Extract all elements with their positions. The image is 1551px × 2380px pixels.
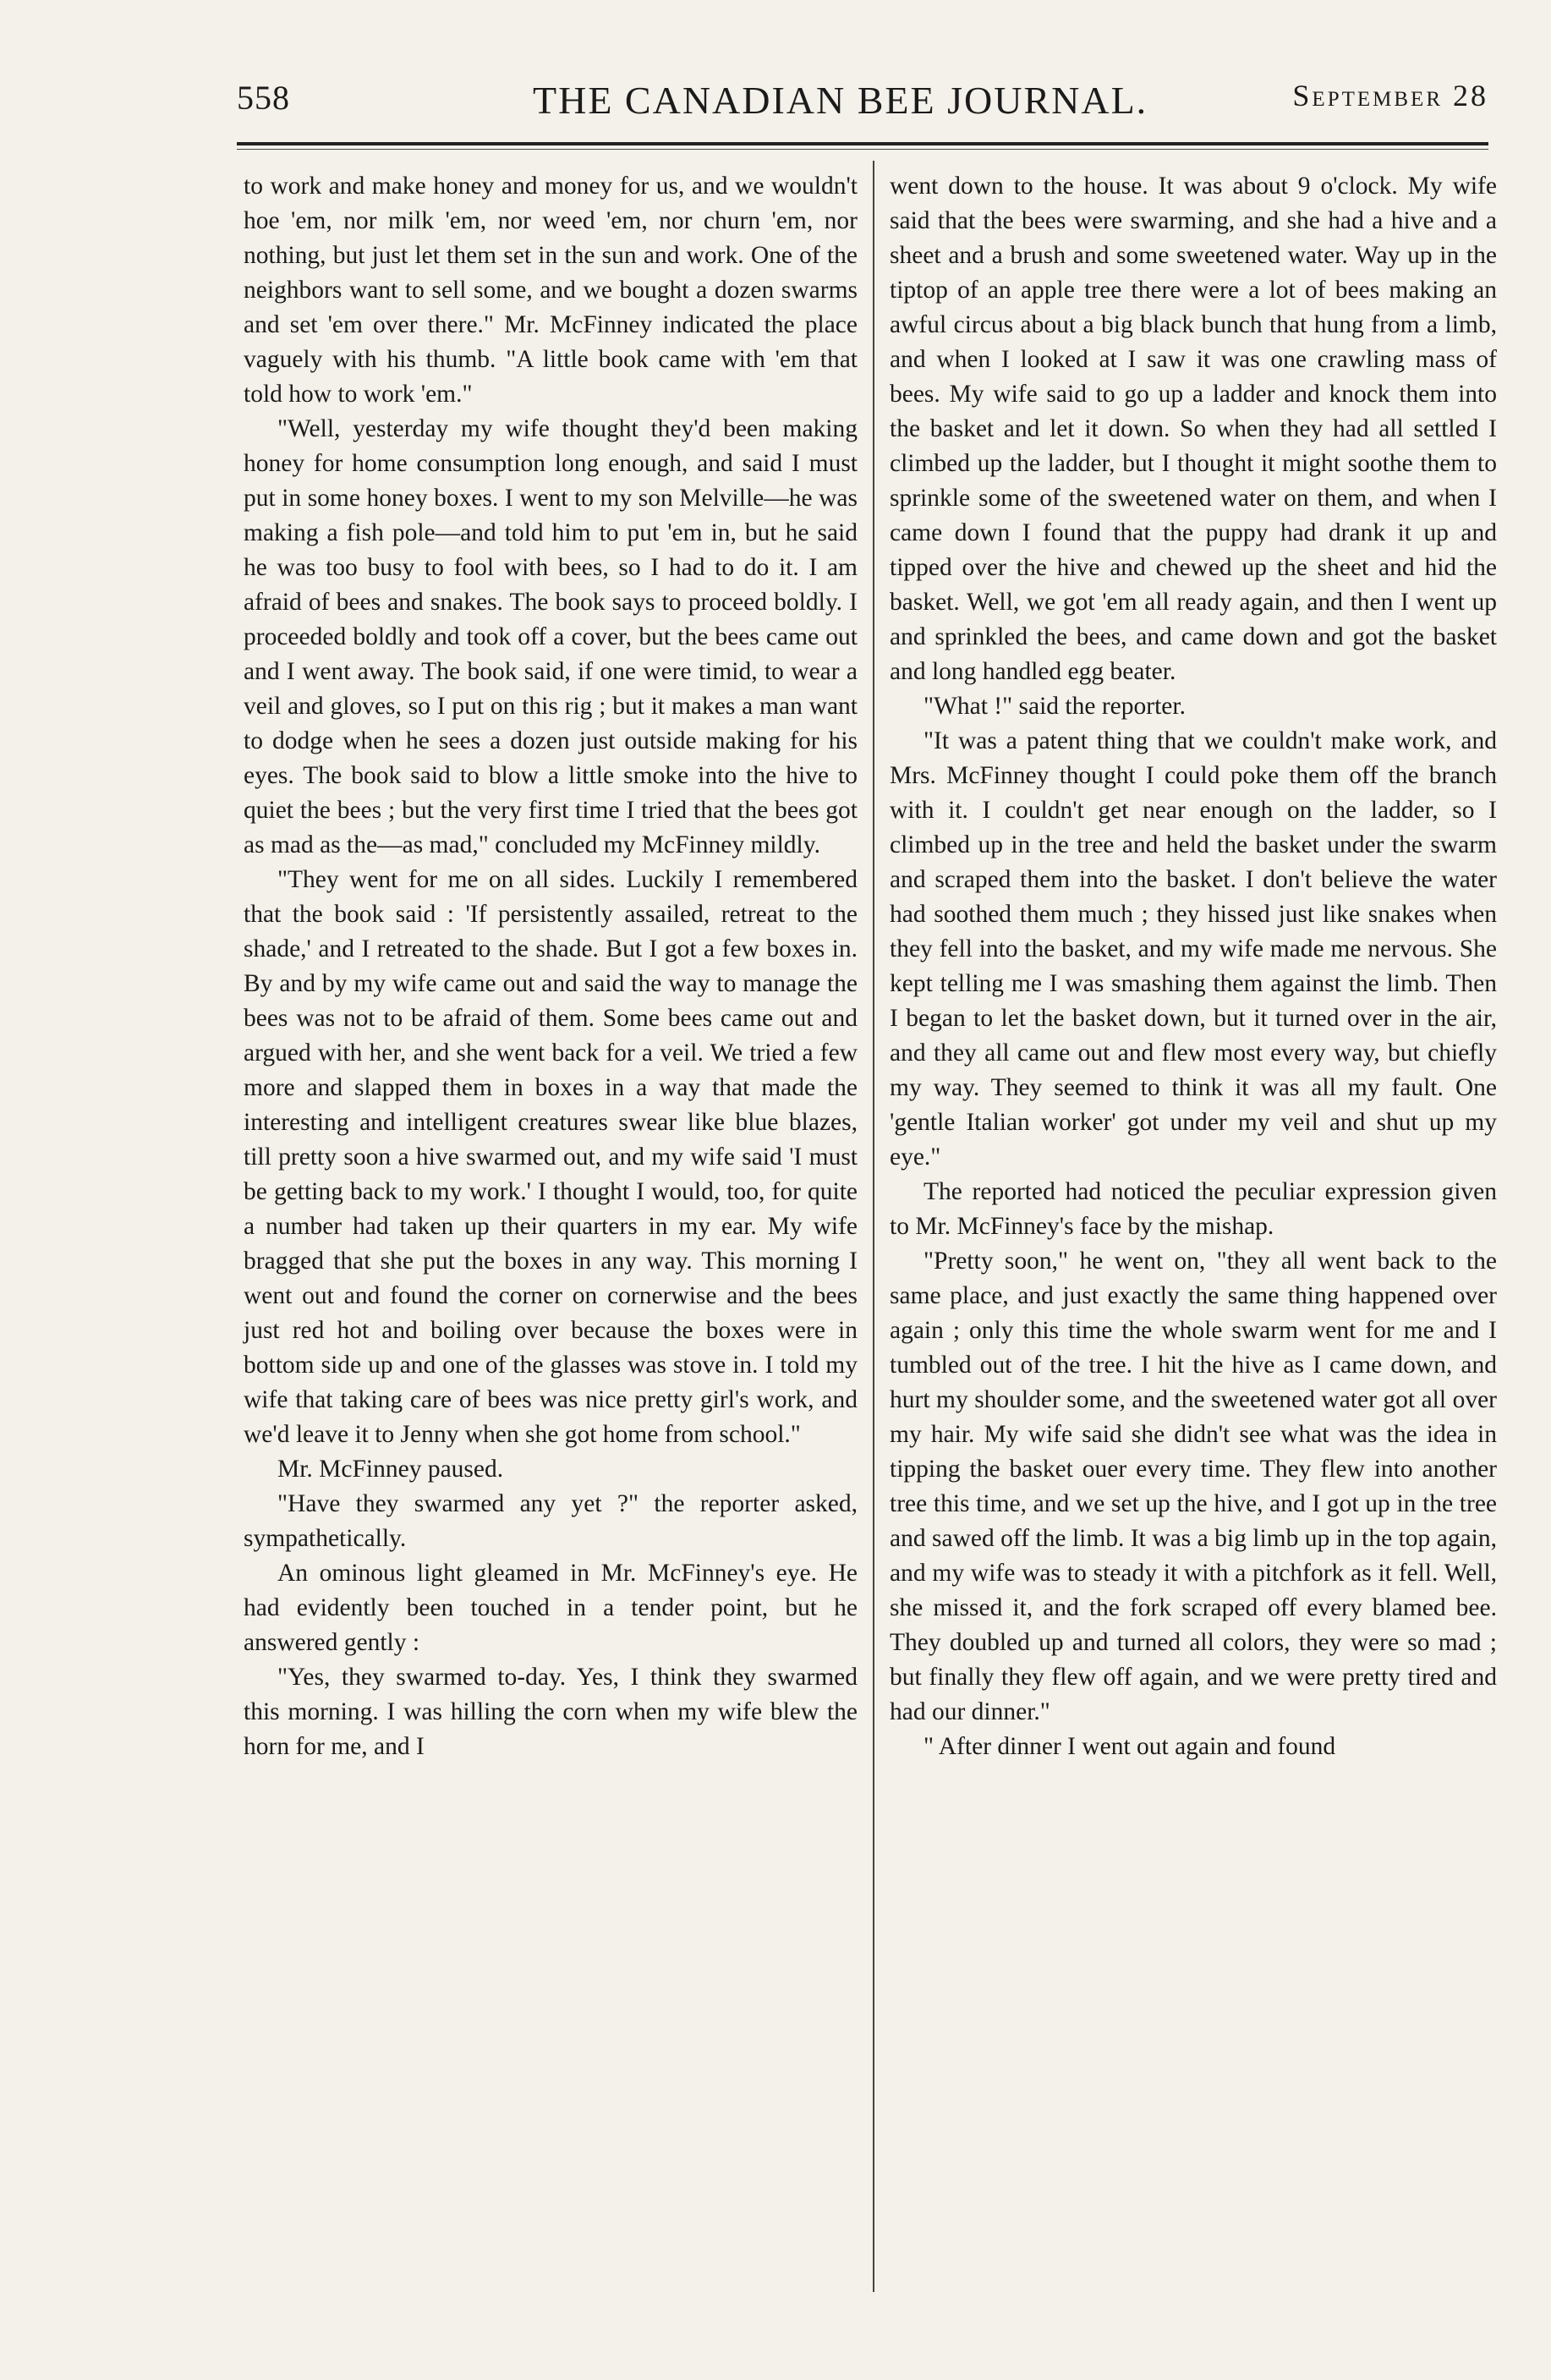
paragraph: "What !" said the reporter. (923, 693, 1186, 720)
paragraph: "They went for me on all sides. Luckily I remembered that the book said : 'If persistently assailed, retreat to the shade,' and I retreated to the shade. But I got a few boxes in. By and by my wife came out and said the way to manage the bees was not to be afraid of them. Some bees came out and argued with her, and she went back for a veil. We tried a few more and slapped them in boxes in a way that made the interesting and intelligent creatures swear like blue blazes, till pretty soon a hive swarmed out, and my wife said 'I must be getting back to my work.' I thought I would, too, for quite a number had taken up their quarters in my ear. My wife bragged that she put the boxes in any way. This morning I went out and found the corner on cornerwise and the bees just red hot and boiling over because the boxes were in bottom side up and one of the glasses was stove in. I told my wife that taking care of bees was nice pretty girl's work, and we'd leave it to Jenny when she got home from school." (244, 866, 858, 1448)
paragraph: The reported had noticed the peculiar expression given to Mr. McFinney's face by the mishap. (890, 1178, 1497, 1240)
running-header (237, 78, 1488, 139)
paragraph: "Have they swarmed any yet ?" the reporter asked, sympathetically. (244, 1490, 858, 1552)
paragraph: "Yes, they swarmed to-day. Yes, I think they swarmed this morning. I was hilling the corn when my wife blew the horn for me, and I (244, 1664, 858, 1760)
journal-title: THE CANADIAN BEE JOURNAL. (533, 79, 1148, 122)
right-column (890, 169, 1497, 1764)
issue-date: September 28 (1292, 79, 1488, 112)
column-divider (873, 161, 874, 2292)
header-rule-thin (237, 149, 1488, 150)
paragraph: " After dinner I went out again and found (923, 1733, 1336, 1760)
paragraph: "It was a patent thing that we couldn't make work, and Mrs. McFinney thought I could poke them off the branch with it. I couldn't get near enough on the ladder, so I climbed up in the tree and held the basket under the swarm and scraped them into the basket. I don't believe the water had soothed them much ; they hissed just like snakes when they fell into the basket, and my wife made me nervous. She kept telling me I was smashing them against the limb. Then I began to let the basket down, but it turned over in the air, and they all came out and flew most every way, but chiefly my way. They seemed to think it was all my fault. One 'gentle Italian worker' got under my veil and shut up my eye." (890, 727, 1497, 1171)
page-number: 558 (237, 79, 290, 117)
paragraph: "Pretty soon," he went on, "they all went back to the same place, and just exactly the same thing happened over again ; only this time the whole swarm went for me and I tumbled out of the tree. I hit the hive as I came down, and hurt my shoulder some, and the sweetened water got all over my hair. My wife said she didn't see what was the idea in tipping the basket ouer every time. They flew into another tree this time, and we set up the hive, and I got up in the tree and sawed off the limb. It was a big limb up in the top again, and my wife was to steady it with a pitchfork as it fell. Well, she missed it, and the fork scraped off every blamed bee. They doubled up and turned all colors, they were so mad ; but finally they flew off again, and we were pretty tired and had our dinner." (890, 1248, 1497, 1725)
paragraph: "Well, yesterday my wife thought they'd been making honey for home consumption long enough, and said I must put in some honey boxes. I went to my son Melville—he was making a fish pole—and told him to put 'em in, but he said he was too busy to fool with bees, so I had to do it. I am afraid of bees and snakes. The book says to proceed boldly. I proceeded boldly and took off a cover, but the bees came out and I went away. The book said, if one were timid, to wear a veil and gloves, so I put on this rig ; but it makes a man want to dodge when he sees a dozen just outside making for his eyes. The book said to blow a little smoke into the hive to quiet the bees ; but the very first time I tried that the bees got as mad as the—as mad," concluded my McFinney mildly. (244, 415, 858, 858)
left-column (244, 169, 858, 1764)
paragraph: Mr. McFinney paused. (277, 1456, 504, 1483)
paragraph: An ominous light gleamed in Mr. McFinney's eye. He had evidently been touched in a tender point, but he answered gently : (244, 1560, 858, 1656)
paragraph: went down to the house. It was about 9 o'clock. My wife said that the bees were swarming, and she had a hive and a sheet and a brush and some sweetened water. Way up in the tiptop of an apple tree there were a lot of bees making an awful circus about a big black bunch that hung from a limb, and when I looked at I saw it was one crawling mass of bees. My wife said to go up a ladder and knock them into the basket and let it down. So when they had all settled I climbed up the ladder, but I thought it might soothe them to sprinkle some of the sweetened water on them, and when I came down I found that the puppy had drank it up and tipped over the hive and chewed up the sheet and hid the basket. Well, we got 'em all ready again, and then I went up and sprinkled the bees, and came down and got the basket and long handled egg beater. (890, 173, 1497, 685)
header-rule (237, 142, 1488, 145)
paragraph: to work and make honey and money for us, and we wouldn't hoe 'em, nor milk 'em, nor weed 'em, nor churn 'em, nor nothing, but just let them set in the sun and work. One of the neighbors want to sell some, and we bought a dozen swarms and set 'em over there." Mr. McFinney indicated the place vaguely with his thumb. "A little book came with 'em that told how to work 'em." (244, 173, 858, 408)
